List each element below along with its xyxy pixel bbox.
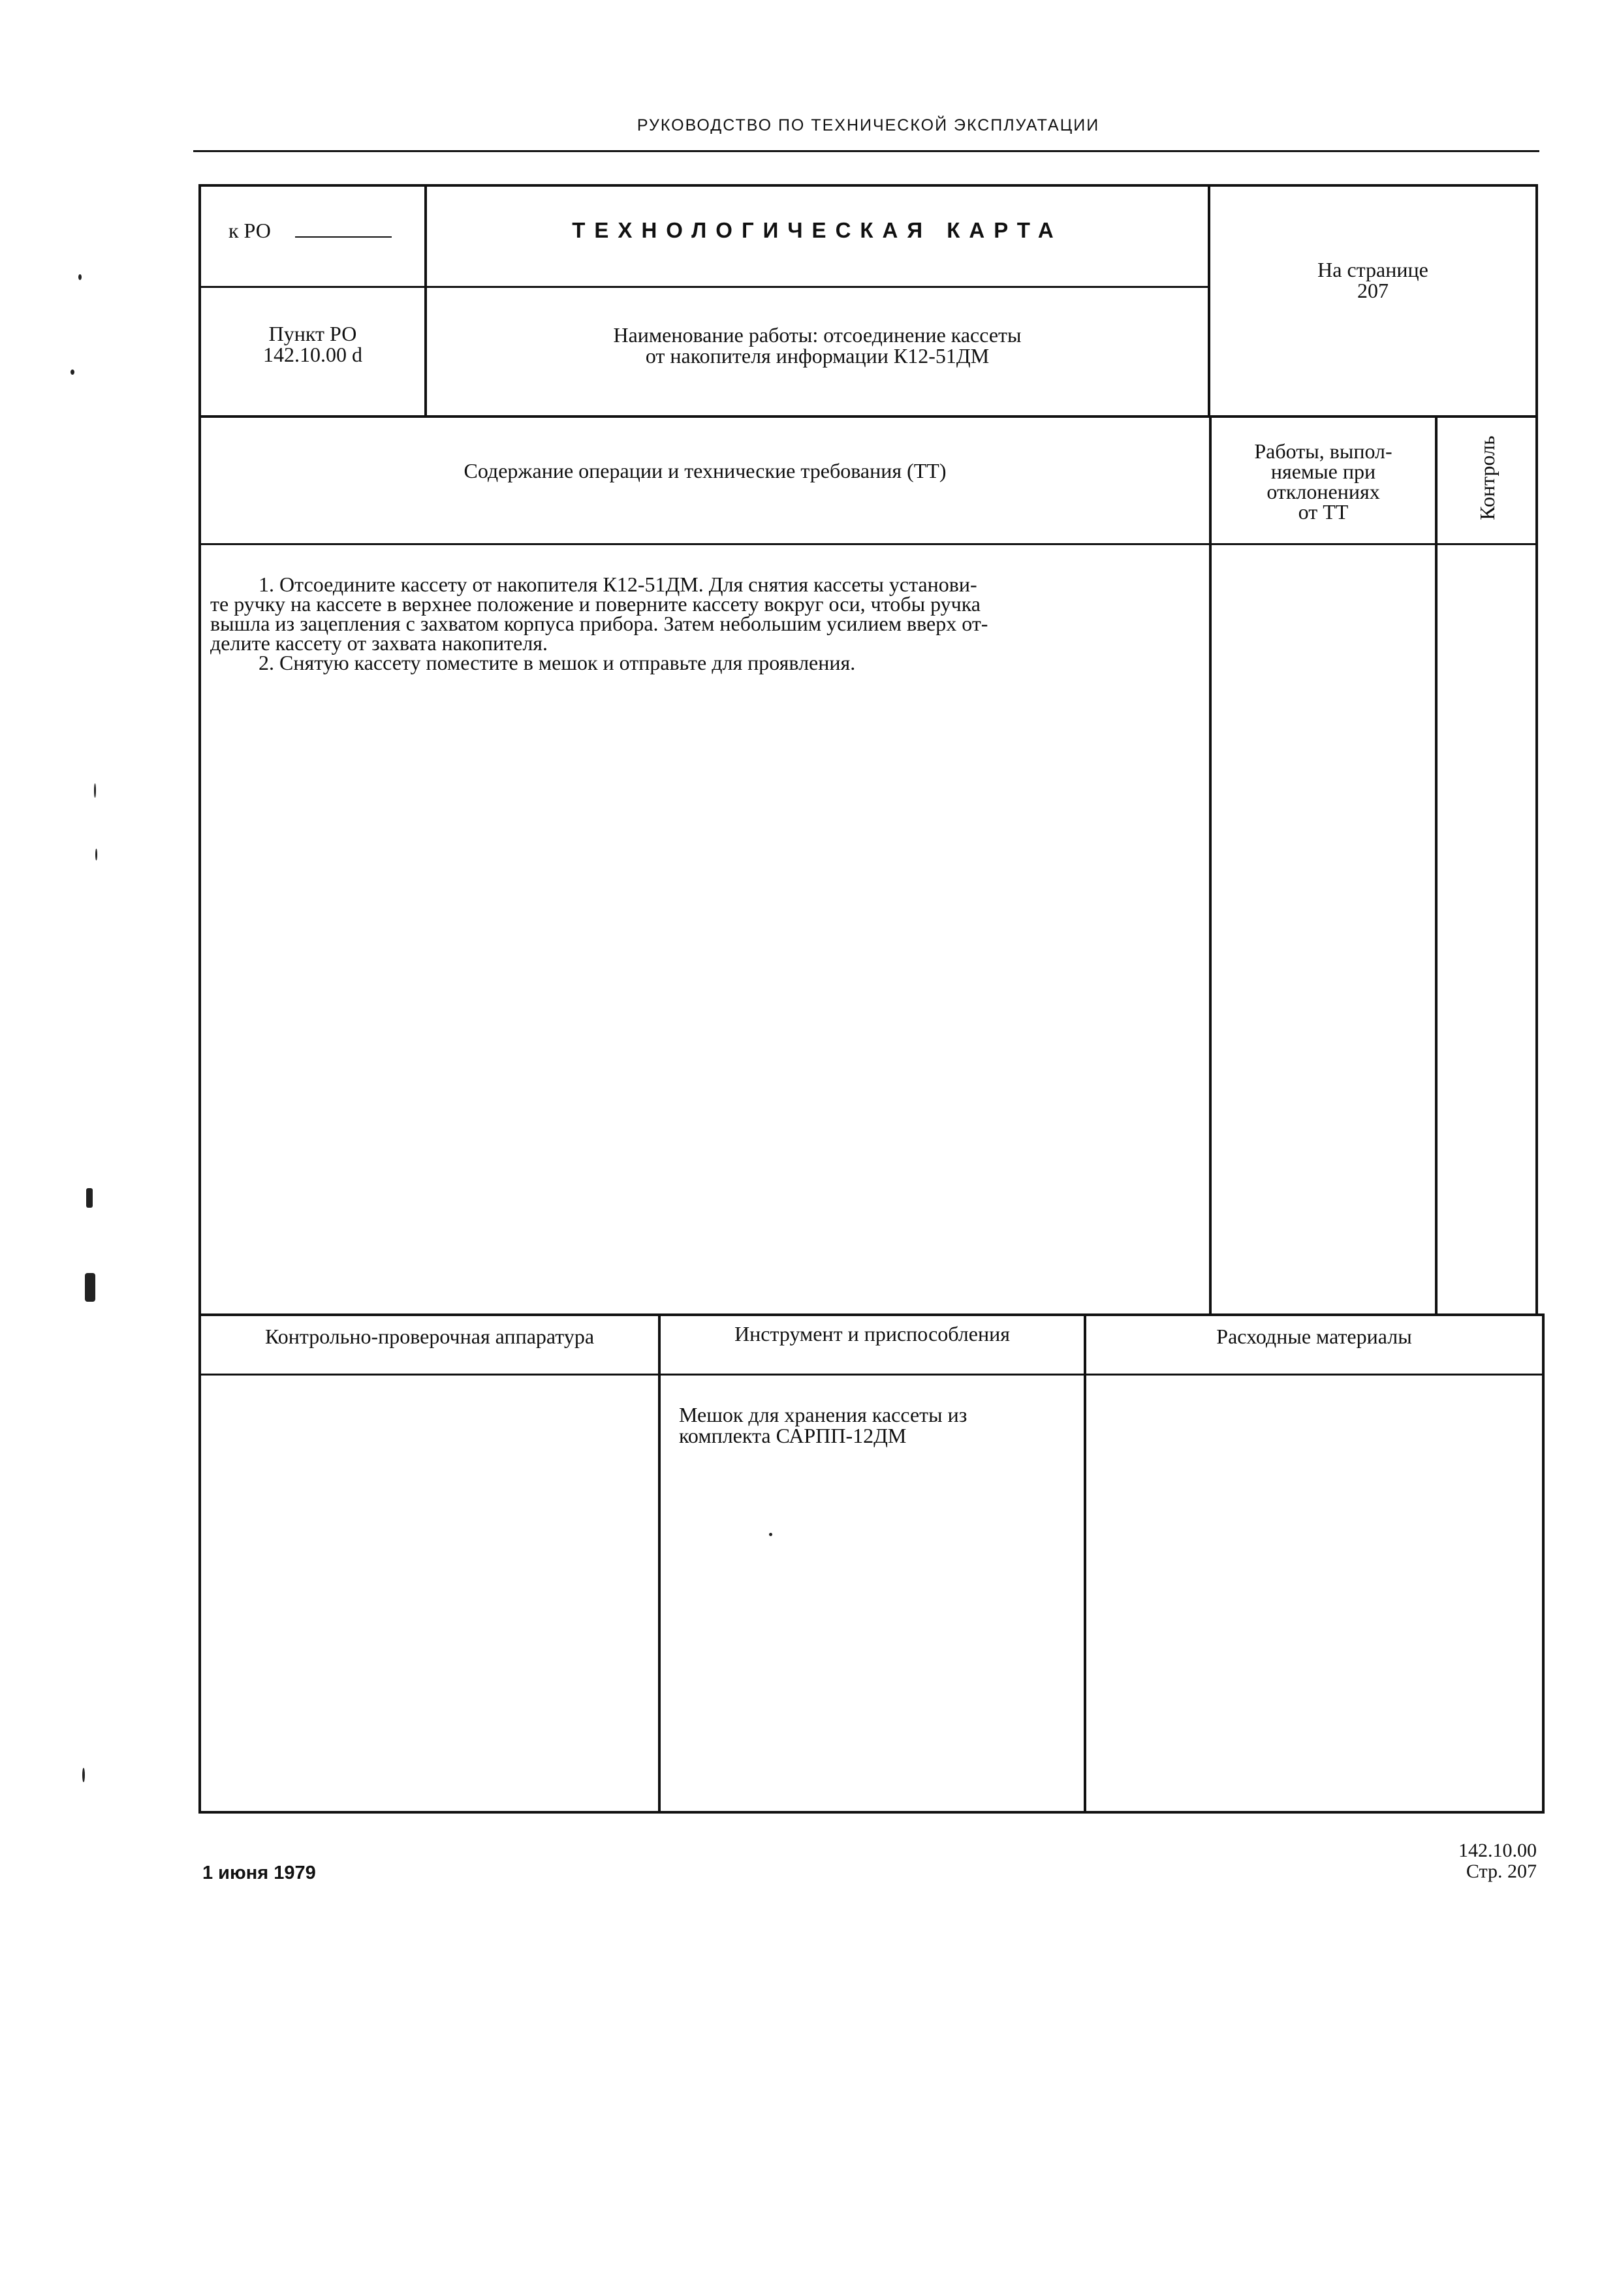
- card-left-border: [198, 184, 201, 1814]
- deviation-col-divider: [1209, 415, 1212, 1316]
- tools-header: Инструмент и приспособления: [734, 1322, 1010, 1345]
- ref-label: к РО: [228, 219, 271, 242]
- item-number: 142.10.00 d: [263, 343, 362, 366]
- scan-speck: [94, 783, 96, 798]
- card-right-border: [1535, 184, 1538, 1313]
- tools-item-line-1: Мешок для хранения кассеты из: [679, 1403, 967, 1426]
- card-title: ТЕХНОЛОГИЧЕСКАЯ КАРТА: [572, 218, 1063, 242]
- scan-speck: [86, 1188, 93, 1208]
- column-header-bottom: [198, 543, 1537, 545]
- scan-speck: [769, 1533, 772, 1536]
- deviation-header-line: отклонениях: [1266, 480, 1380, 503]
- tools-col-divider: [658, 1313, 661, 1814]
- ref-blank-line: [295, 236, 392, 238]
- operation-steps: [210, 574, 1202, 672]
- content-column-header: Содержание операции и технические требования (ТТ): [464, 459, 947, 482]
- equipment-top-border: [198, 1313, 1545, 1316]
- item-label: Пункт РО: [268, 322, 357, 345]
- scan-speck: [82, 1768, 85, 1782]
- deviation-column-header: [1212, 441, 1435, 522]
- running-header: РУКОВОДСТВО ПО ТЕХНИЧЕСКОЙ ЭКСПЛУАТАЦИИ: [637, 116, 1100, 134]
- scan-speck: [71, 370, 74, 375]
- footer-section: 142.10.00: [1458, 1840, 1537, 1861]
- work-name-line-1: Наименование работы: отсоединение кассеты: [613, 323, 1022, 347]
- on-page-number: 207: [1357, 279, 1389, 302]
- scan-speck: [78, 274, 82, 280]
- equipment-bottom-border: [198, 1811, 1545, 1814]
- step-line: вышла из зацепления с захватом корпуса прибора. Затем небольшим усилием вверх от-: [210, 612, 988, 635]
- step-line: те ручку на кассете в верхнее положение и поверните кассету вокруг оси, чтобы ручка: [210, 592, 981, 616]
- header-rule: [193, 150, 1539, 152]
- on-page-label: На странице: [1317, 258, 1428, 281]
- work-name-line-2: от накопителя информации К12-51ДМ: [645, 344, 990, 368]
- equipment-right-border: [1542, 1313, 1545, 1814]
- deviation-header-line: Работы, выпол-: [1254, 439, 1392, 463]
- step-line: 2. Снятую кассету поместите в мешок и отправьте для проявления.: [259, 651, 856, 674]
- deviation-header-line: от ТТ: [1298, 500, 1349, 524]
- consumables-col-divider: [1084, 1313, 1086, 1814]
- step-line: делите кассету от захвата накопителя.: [210, 631, 548, 655]
- control-col-divider: [1435, 415, 1438, 1316]
- control-column-header: Контроль: [1475, 435, 1499, 520]
- footer-date: 1 июня 1979: [202, 1863, 316, 1883]
- equipment-header-bottom: [198, 1374, 1545, 1376]
- title-row-divider: [198, 286, 1210, 288]
- scan-speck: [95, 849, 97, 860]
- scan-speck: [85, 1273, 95, 1302]
- deviation-header-line: няемые при: [1270, 460, 1376, 483]
- test-equipment-header: Контрольно-проверочная аппаратура: [264, 1325, 595, 1348]
- footer-page-number: Стр. 207: [1466, 1861, 1537, 1882]
- step-line: 1. Отсоедините кассету от накопителя К12-51ДМ. Для снятия кассеты установи-: [259, 573, 977, 596]
- card-top-border: [198, 184, 1537, 187]
- consumables-header: Расходные материалы: [1216, 1325, 1412, 1348]
- tools-item-line-2: комплекта САРПП-12ДМ: [679, 1424, 907, 1447]
- card-bottom-border: [198, 415, 1537, 418]
